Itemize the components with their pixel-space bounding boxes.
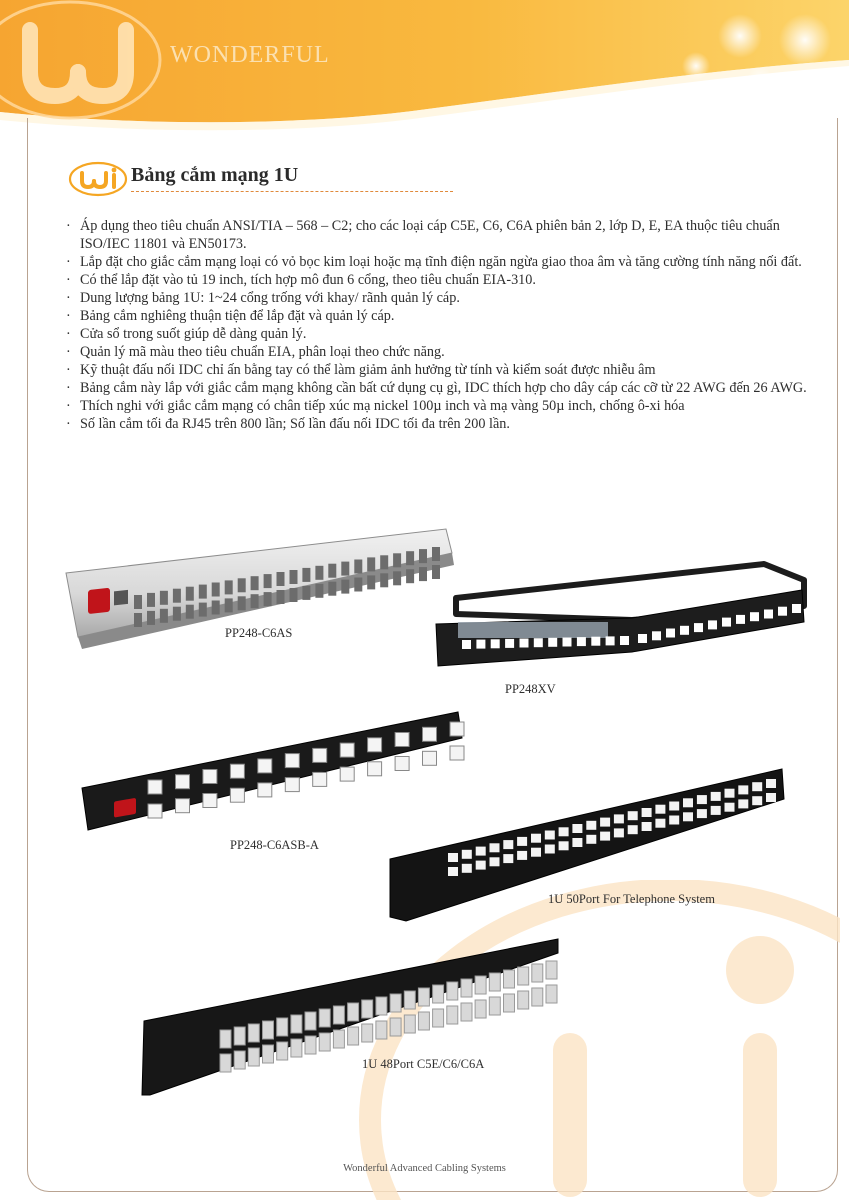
- feature-item: · Dung lượng bảng 1U: 1~24 cổng trống với khay/ rãnh quản lý cáp.: [66, 289, 826, 307]
- title-underline: [131, 191, 453, 192]
- product-caption: PP248-C6ASB-A: [230, 838, 319, 852]
- feature-item: · Số lần cắm tối đa RJ45 trên 800 lần; Số lần đấu nối IDC tối đa trên 200 lần.: [66, 415, 826, 433]
- product-image-1u-48port: [140, 935, 565, 1100]
- feature-item: · Bảng cắm này lắp với giắc cắm mạng không cần bất cứ dụng cụ gì, IDC thích hợp cho dây cáp các cỡ từ 22 AWG đến 26 AWG.: [66, 379, 826, 397]
- feature-item: · Áp dụng theo tiêu chuẩn ANSI/TIA – 568 – C2; cho các loại cáp C5E, C6, C6A phiên bản 2, lớp D, E, EA thuộc tiêu chuẩn ISO/IEC 11801 và EN50173.: [66, 217, 826, 253]
- product-caption: PP248XV: [505, 682, 556, 696]
- feature-item: · Thích nghi với giắc cắm mạng có chân tiếp xúc mạ nickel 100µ inch và mạ vàng 50µ inch, chống ô-xi hóa: [66, 397, 826, 415]
- page-title: Bảng cắm mạng 1U: [131, 164, 299, 186]
- wonderful-logo-icon: [68, 160, 130, 198]
- page-footer: Wonderful Advanced Cabling Systems: [343, 1163, 506, 1174]
- product-caption: PP248-C6AS: [225, 626, 293, 640]
- feature-item: · Kỹ thuật đấu nối IDC chỉ ấn bằng tay có thể làm giảm ảnh hưởng từ tính và kiểm soát được nhiễu âm: [66, 361, 826, 379]
- feature-item: · Bảng cắm nghiêng thuận tiện để lắp đặt và quản lý cáp.: [66, 307, 826, 325]
- product-image-pp248xv: [432, 560, 807, 670]
- product-caption: 1U 50Port For Telephone System: [548, 892, 715, 906]
- feature-item: · Lắp đặt cho giắc cắm mạng loại có vỏ bọc kim loại hoặc mạ tĩnh điện ngăn ngừa giao thoa âm và tăng cường tính năng nối đất.: [66, 253, 826, 271]
- feature-list: [66, 217, 826, 433]
- brand-name: WONDERFUL: [170, 42, 330, 68]
- product-caption: 1U 48Port C5E/C6/C6A: [362, 1057, 485, 1071]
- feature-item: · Cửa sổ trong suốt giúp dễ dàng quản lý.: [66, 325, 826, 343]
- feature-item: · Có thể lắp đặt vào tủ 19 inch, tích hợp mô đun 6 cổng, theo tiêu chuẩn EIA-310.: [66, 271, 826, 289]
- feature-item: · Quản lý mã màu theo tiêu chuẩn EIA, phân loại theo chức năng.: [66, 343, 826, 361]
